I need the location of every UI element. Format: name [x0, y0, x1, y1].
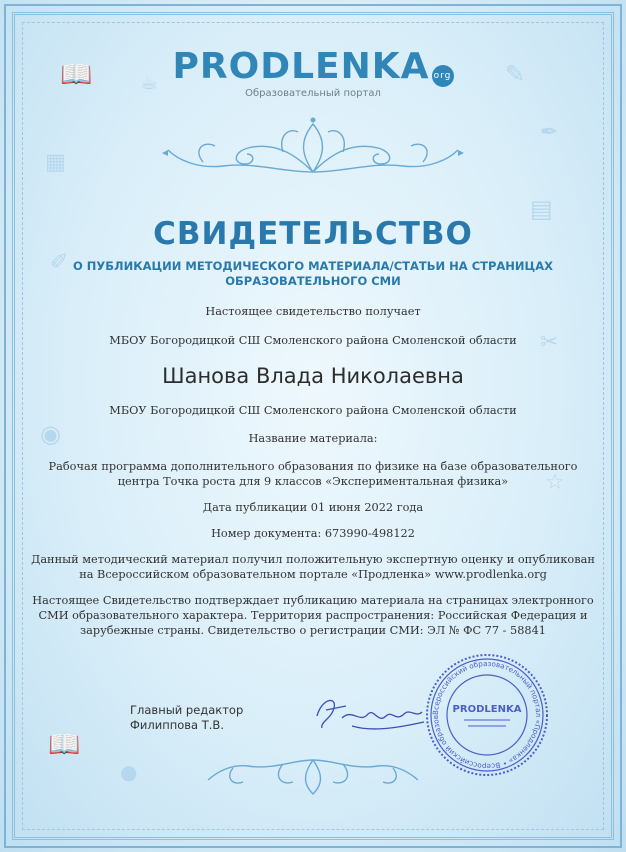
- logo-text: PRODLENKA: [172, 46, 430, 87]
- editor-block: [130, 703, 243, 733]
- calculator-icon: ▦: [45, 150, 66, 175]
- subtitle-line-1: О ПУБЛИКАЦИИ МЕТОДИЧЕСКОГО МАТЕРИАЛА/СТАТЬИ НА СТРАНИЦАХ: [73, 259, 553, 273]
- recipient-intro: Настоящее свидетельство получает: [205, 305, 421, 318]
- pen-icon: ✒: [540, 120, 559, 145]
- review-line-2: на Всероссийском образовательном портале «Продленка» www.prodlenka.org: [79, 568, 547, 581]
- confirmation-text: [0, 593, 626, 638]
- apple-icon: ●: [120, 760, 138, 784]
- material-title: [0, 459, 626, 489]
- open-book-icon: 📖: [48, 730, 81, 760]
- subtitle-line-2: ОБРАЗОВАТЕЛЬНОГО СМИ: [225, 274, 401, 288]
- review-line-1: Данный методический материал получил положительную экспертную оценку и опубликован: [31, 553, 595, 566]
- material-line-1: Рабочая программа дополнительного образования по физике на базе образовательного: [48, 460, 578, 473]
- confirm-line-2: СМИ образовательного характера. Территория распространения: Российская Федерация и: [38, 609, 588, 622]
- certificate-title: СВИДЕТЕЛЬСТВО: [153, 216, 473, 252]
- confirm-line-1: Настоящее Свидетельство подтверждает публикацию материала на страницах электронного: [32, 594, 594, 607]
- org-badge: org: [432, 65, 454, 87]
- handwritten-signature: [312, 688, 432, 738]
- prodlenka-logo: [0, 46, 626, 87]
- star-icon: ☆: [545, 470, 565, 495]
- publisher-stamp: [421, 645, 550, 778]
- editor-name: Филиппова Т.В.: [130, 718, 224, 732]
- stamp-center-text: PRODLENKA: [452, 704, 522, 715]
- pencil-icon: ✎: [505, 60, 526, 88]
- document-number: Номер документа: 673990-498122: [211, 527, 415, 540]
- review-text: [0, 552, 626, 582]
- signature-handwriting: Филиппова: [342, 718, 348, 719]
- bottom-ornament: [203, 752, 423, 798]
- ruler-icon: ✐: [50, 250, 69, 275]
- notebook-icon: ▤: [530, 195, 553, 223]
- top-ornament: [163, 112, 463, 184]
- organization-1: МБОУ Богородицкой СШ Смоленского района Смоленской области: [109, 334, 517, 347]
- logo-tagline: Образовательный портал: [245, 88, 381, 99]
- material-line-2: центра Точка роста для 9 классов «Экспериментальная физика»: [117, 475, 509, 488]
- certificate-subtitle: [0, 259, 626, 289]
- organization-2: МБОУ Богородицкой СШ Смоленского района Смоленской области: [109, 404, 517, 417]
- stamp-ring-text: Всероссийский образовательный портал «Продленка» • Всероссийский образовательный портал «Продленка» •: [421, 645, 544, 772]
- recipient-name: Шанова Влада Николаевна: [162, 364, 464, 388]
- editor-role: Главный редактор: [130, 703, 244, 717]
- book-icon: 📖: [60, 60, 93, 90]
- material-label: Название материала:: [248, 432, 378, 445]
- cup-icon: ☕: [140, 70, 158, 94]
- globe-icon: ◉: [40, 420, 61, 448]
- scissors-icon: ✂: [540, 330, 559, 355]
- publication-date: Дата публикации 01 июня 2022 года: [202, 501, 424, 514]
- confirm-line-3: зарубежные страны. Свидетельство о регистрации СМИ: ЭЛ № ФС 77 - 58841: [79, 624, 546, 637]
